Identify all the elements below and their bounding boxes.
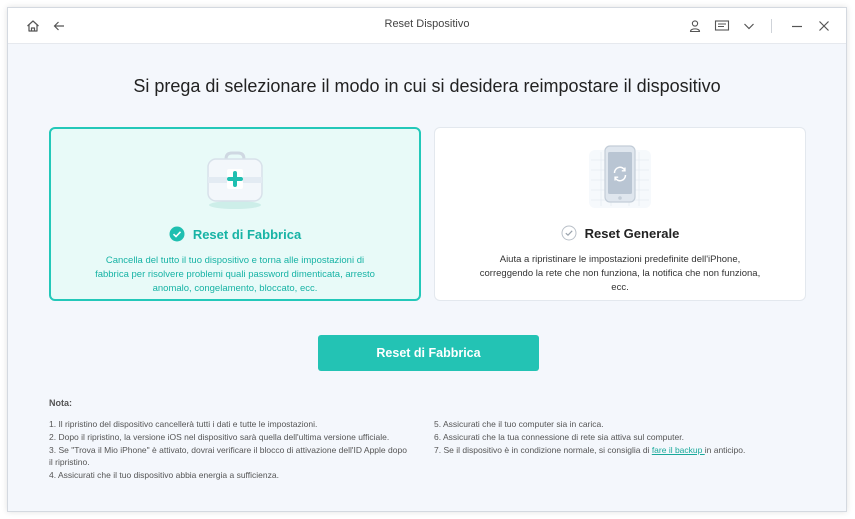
option-title: Reset Generale <box>584 225 680 241</box>
note-item: 1. Il ripristino del dispositivo cancellerà tutti i dati e tutte le impostazioni. <box>49 419 318 429</box>
option-title-row <box>51 226 419 242</box>
note-item: 6. Assicurati che la tua connessione di rete sia attiva sul computer. <box>434 431 684 442</box>
note-text: 7. Se il dispositivo è in condizione normale, si consiglia di <box>434 444 652 455</box>
option-title: Reset di Fabbrica <box>192 226 302 242</box>
option-title-row <box>435 225 805 241</box>
page-heading: Si prega di selezionare il modo in cui si desidera reimpostare il dispositivo <box>133 76 721 96</box>
note-item: 5. Assicurati che il tuo computer sia in carica. <box>434 419 604 429</box>
notes-list-right <box>434 418 834 456</box>
window-title: Reset Dispositivo <box>384 18 470 30</box>
note-item: 2. Dopo il ripristino, la versione iOS nel dispositivo sarà quella dell'ultima versione ufficiale. <box>49 431 390 442</box>
option-description: Cancella del tutto il tuo dispositivo e torna alle impostazioni di fabbrica per risolvere problemi quali password dimenticata, arresto anomalo, congelamento, bloccato, ecc. <box>95 255 375 294</box>
phone-refresh-icon <box>585 142 655 217</box>
titlebar-divider <box>771 19 772 33</box>
note-item: 3. Se "Trova il Mio iPhone" è attivato, dovrai verificare il blocco di attivazione dell'ID Apple dopo il ripristino. <box>49 444 407 467</box>
chevron-down-icon[interactable] <box>740 17 758 35</box>
check-circle-icon <box>561 225 577 241</box>
option-card-general-reset[interactable] <box>434 127 806 301</box>
option-description: Aiuta a ripristinare le impostazioni predefinite dell'iPhone, correggendo la rete che non funziona, la notifica che non funziona, ecc. <box>479 254 761 293</box>
title-bar <box>8 8 846 44</box>
note-item-backup <box>434 444 834 456</box>
reset-button[interactable]: Reset di Fabbrica <box>318 335 539 371</box>
note-item: 4. Assicurati che il tuo dispositivo abbia energia a sufficienza. <box>49 469 279 480</box>
minimize-icon[interactable] <box>788 17 806 35</box>
option-card-factory-reset[interactable] <box>49 127 421 301</box>
first-aid-kit-icon <box>200 147 270 218</box>
feedback-icon[interactable] <box>713 17 731 35</box>
notes-list-left <box>49 418 409 481</box>
app-window <box>7 7 847 512</box>
notes-title: Nota: <box>49 398 72 408</box>
backup-link[interactable]: fare il backup <box>651 444 705 455</box>
check-circle-icon <box>169 226 185 242</box>
user-icon[interactable] <box>686 17 704 35</box>
note-text: in anticipo. <box>704 444 746 455</box>
close-icon[interactable] <box>815 17 833 35</box>
